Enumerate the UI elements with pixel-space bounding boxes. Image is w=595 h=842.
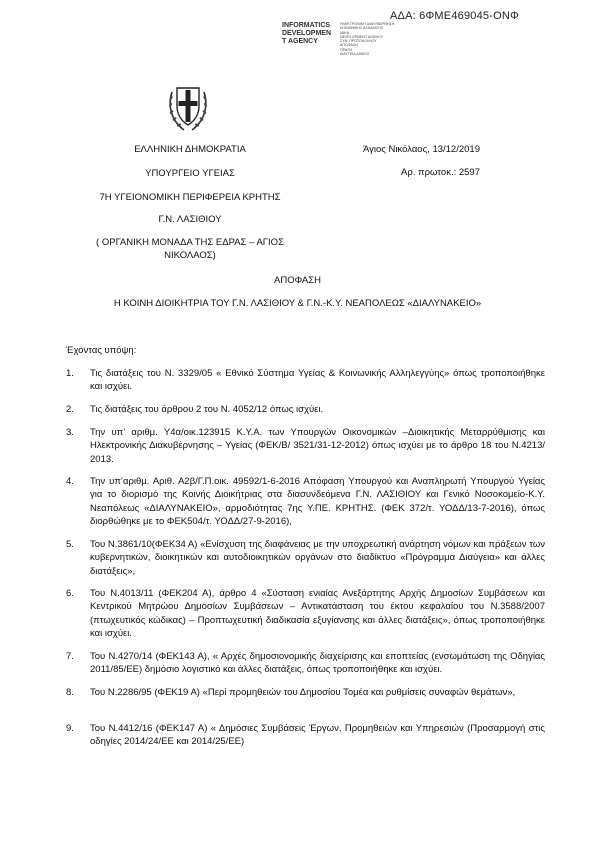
item-number: 5.	[66, 539, 74, 550]
fine-line: ΠΡΑΞΗ	[340, 47, 353, 52]
place-date: Άγιος Νικόλαος, 13/12/2019	[362, 144, 480, 155]
fine-line: ΑΠΟΦΑΣΗ	[340, 43, 358, 48]
item-number: 7.	[66, 651, 74, 662]
item-text: Του Ν.4013/11 (ΦΕΚ204 Α), άρθρο 4 «Σύσταση ενιαίας Ανεξάρτητης Αρχής Δημοσίων Συμβάσεων και Κεντρικού Μητρώου Δημοσίων Συμβάσεων – Αντικατάσταση του έκτου κεφαλαίου του Ν.3588/2007 (πτωχευτικός κώδικας) – Προπτωχευτική διαδικασία εξυγίανσης και άλλες διατάξεις», όπως τροποποιήθηκε και ισχύει.	[90, 588, 545, 639]
item-text: Τις διατάξεις του άρθρου 2 του Ν. 4052/12 όπως ισχύει.	[90, 404, 324, 415]
greek-emblem-icon	[166, 80, 210, 134]
item-number: 8.	[66, 687, 74, 698]
intro-text: Έχοντας υπόψη:	[66, 345, 137, 356]
item-number: 1.	[66, 368, 74, 379]
item-text: Του Ν.2286/95 (ΦΕΚ19 Α) «Περί προμηθειών του Δημοσίου Τομέα και ρυθμίσεις συναφών θεμάτων»,	[90, 687, 516, 698]
fine-line: DEVELOPMENT AGENCY	[340, 34, 384, 39]
fine-line: ΚΟΙΝΩΝΙΚΗΣ ΑΣΦΑΛΙΣΗΣ	[340, 26, 384, 31]
header-ministry: ΥΠΟΥΡΓΕΙΟ ΥΓΕΙΑΣ	[145, 168, 235, 179]
item-number: 4.	[66, 476, 74, 487]
header-hospital: Γ.Ν. ΛΑΣΙΘΙΟΥ	[158, 214, 222, 225]
header-unit-line1: ( ΟΡΓΑΝΙΚΗ ΜΟΝΑΔΑ ΤΗΣ ΕΔΡΑΣ – ΑΓΙΟΣ	[96, 237, 284, 248]
item-number: 3.	[66, 427, 74, 438]
item-number: 2.	[66, 404, 74, 415]
idika-logo-line: DEVELOPMEN	[282, 30, 332, 37]
item-text: Του Ν.4412/16 (ΦΕΚ147 Α) « Δημόσιες Συμβάσεις Έργων, Προμηθειών και Υπηρεσιών (Προσαρμογή στις οδηγίες 2014/24/ΕΕ και 2014/25/ΕΕ)	[90, 723, 545, 748]
item-text: Του Ν.3861/10(ΦΕΚ34 Α) «Ενίσχυση της διαφάνειας με την υποχρεωτική ανάρτηση νόμων και πράξεων των κυβερνητικών, διοικητικών και αυτοδιοικητικών οργάνων στο διαδίκτυο «Πρόγραμμα Διαύγεια» και άλλες διατάξεις»,	[90, 539, 545, 577]
item-number: 6.	[66, 588, 74, 599]
idika-fine-print	[340, 22, 400, 56]
fine-line: ΔΙΑΥΓΕΙΑ ΔΗΜΟΣ	[340, 52, 370, 57]
fine-line: ΗΛΕΚΤΡΟΝΙΚΗ ΔΙΑΚΥΒΕΡΝΗΣΗ	[340, 22, 395, 26]
fine-line: ΣΥΝ. ΠΡΩΤΟΚΟΛΛΟΥ	[340, 39, 377, 44]
idika-logo	[282, 22, 334, 46]
idika-logo-line: INFORMATICS	[282, 22, 331, 29]
item-text: Τις διατάξεις του Ν. 3329/05 « Εθνικό Σύστημα Υγείας & Κοινωνικής Αλληλεγγύης» όπως τροποποιήθηκε και ισχύει.	[90, 368, 545, 393]
ada-code: ΑΔΑ: 6ΦΜΕ469045-ΟΝΦ	[390, 10, 519, 22]
item-text: Του Ν.4270/14 (ΦΕΚ143 Α), « Αρχές δημοσιονομικής διαχείρισης και εποπτείας (ενσωμάτωση της Οδηγίας 2011/85/ΕΕ) δημόσιο λογιστικό και άλλες διατάξεις, όπως τροποποιήθηκε και ισχύει.	[90, 651, 545, 676]
header-unit-line2: ΝΙΚΟΛΑΟΣ)	[164, 250, 216, 261]
item-number: 9.	[66, 723, 74, 734]
fine-line: ΙΔΙΚΑ	[340, 30, 350, 35]
document-title: ΑΠΟΦΑΣΗ	[274, 275, 321, 286]
idika-logo-line: T AGENCY	[282, 38, 318, 45]
protocol-number: Αρ. πρωτοκ.: 2597	[401, 167, 480, 178]
document-subtitle: Η ΚΟΙΝΗ ΔΙΟΙΚΗΤΡΙΑ ΤΟΥ Γ.Ν. ΛΑΣΙΘΙΟΥ & Γ.Ν.-Κ.Υ. ΝΕΑΠΟΛΕΩΣ «ΔΙΑΛΥΝΑΚΕΙΟ»	[113, 298, 482, 309]
header-region: 7Η ΥΓΕΙΟΝΟΜΙΚΗ ΠΕΡΙΦΕΡΕΙΑ ΚΡΗΤΗΣ	[99, 192, 281, 203]
item-text: Την υπ’ αριθμ. Υ4α/οικ.123915 Κ.Υ.Α. των Υπουργών Οικονομικών –Διοικητικής Μεταρρύθμισης και Ηλεκτρονικής Διακυβέρνησης – Υγείας (ΦΕΚ/Β/ 3521/31-12-2012) όπως ισχύει με το άρθρο 18 του Ν.4213/ 2013.	[90, 427, 545, 465]
header-country: ΕΛΛΗΝΙΚΗ ΔΗΜΟΚΡΑΤΙΑ	[134, 144, 246, 155]
item-text: Την υπ’αριθμ. Αριθ. Α2β/Γ.Π.οικ. 49592/1-6-2016 Απόφαση Υπουργού και Αναπληρωτή Υπουργού Υγείας για το διορισμό της Κοινής Διοικήτριας στα διασυνδεόμενα Γ.Ν. ΛΑΣΙΘΙΟΥ και Γενικό Νοσοκομείο-Κ.Υ. Νεαπόλεως «ΔΙΑΛΥΝΑΚΕΙΟ», αρμοδιότητας 7ης Υ.ΠΕ. ΚΡΗΤΗΣ. (ΦΕΚ 372/τ. ΥΟΔΔ/13-7-2016), όπως διορθώθηκε με το ΦΕΚ504/τ. ΥΟΔΔ/27-9-2016),	[90, 476, 545, 527]
